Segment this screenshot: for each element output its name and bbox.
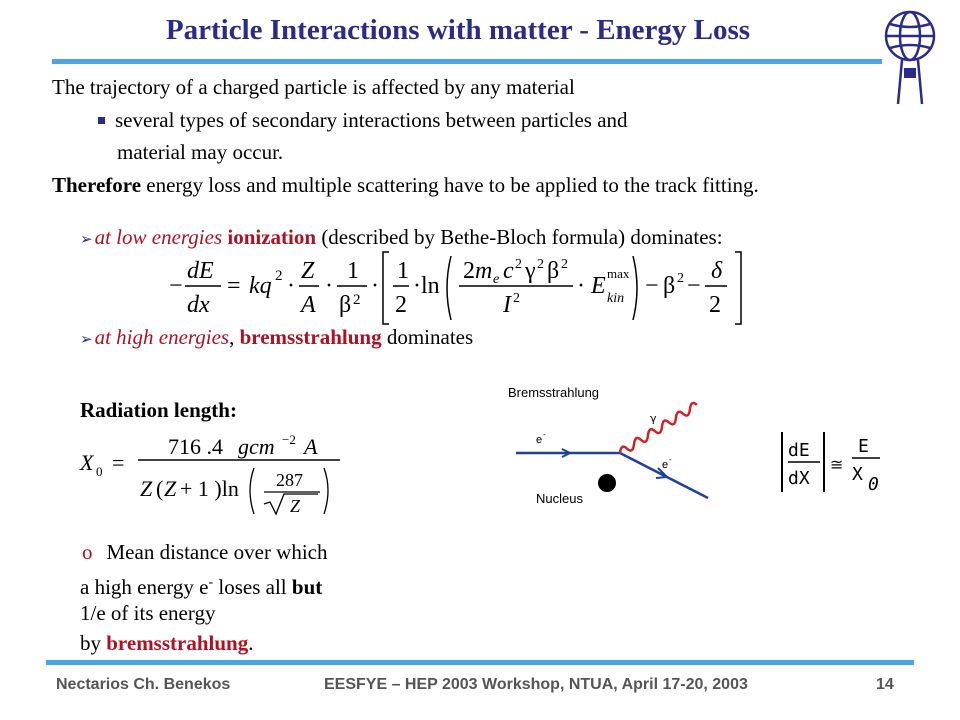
svg-text:(: ( [156,476,164,501]
svg-text:−: − [645,273,659,299]
approx-symbol: ≅ [830,455,844,474]
title-underline [52,59,882,64]
svg-text:dx: dx [187,292,210,318]
svg-text:c: c [503,258,514,284]
svg-text:2: 2 [709,292,721,318]
formula-rhs-subscript: 0 [868,474,879,495]
high-energy-comma: , [229,325,240,349]
radiation-length-formula [78,428,348,518]
svg-text:max: max [607,266,630,281]
mean-line2-a: a high energy e [80,575,209,599]
svg-text:A: A [301,292,316,318]
therefore-rest: energy loss and multiple scattering have to be applied to the track fitting. [141,173,759,197]
svg-text:−: − [169,273,183,299]
electron-in-sup: - [543,430,546,439]
svg-text:=: = [112,450,125,475]
svg-text:γ: γ [525,258,536,284]
bethe-bloch-formula [165,248,745,328]
formula-rhs-denominator: X [852,464,863,485]
svg-text:2: 2 [677,271,684,286]
mean-line2 [80,570,322,600]
high-energy-rest: dominates [381,325,474,349]
svg-text:·: · [371,273,379,299]
sub-bullet-line1: several types of secondary interactions between particles and [115,108,628,132]
svg-text:2: 2 [353,292,361,308]
therefore-line [52,172,759,198]
svg-text:kq: kq [249,273,272,299]
footer-event: EESFYE – HEP 2003 Workshop, NTUA, April 17-20, 2003 [324,676,748,693]
svg-text:·: · [325,273,333,299]
svg-text:−2: −2 [282,432,296,447]
arrow-bullet-icon: ➢ [80,230,93,248]
svg-text:Z: Z [290,496,301,516]
energy-loss-formula [772,430,902,500]
atlas-logo [880,6,940,106]
svg-text:I: I [503,292,511,318]
therefore-bold: Therefore [52,173,142,197]
formula-denominator: dX [788,468,810,489]
svg-text:A: A [304,434,318,459]
square-bullet-icon [98,117,105,124]
mean-line1 [82,539,328,565]
svg-text:·: · [287,273,295,299]
svg-text:m: m [475,258,493,284]
svg-text:Z: Z [301,258,315,284]
high-energy-italic: at high energies [94,325,230,349]
low-energy-rest: (described by Bethe-Bloch formula) dominates: [316,225,723,249]
svg-text:E: E [591,273,606,299]
slide-title: Particle Interactions with matter - Energy Loss [165,14,751,46]
mean-line4 [80,630,253,656]
electron-out-label: e [662,459,669,471]
svg-text:−: − [687,273,701,299]
diagram-title: Bremsstrahlung [508,385,600,400]
svg-text:kin: kin [607,291,625,306]
svg-text:0: 0 [96,464,103,479]
svg-text:716 .4: 716 .4 [168,434,223,459]
bremsstrahlung-bold: bremsstrahlung [239,325,382,349]
svg-text:+ 1 )ln: + 1 )ln [180,476,239,501]
mean-line4-bold: bremsstrahlung [106,631,249,655]
svg-text:1: 1 [347,258,359,284]
formula-rhs-numerator: E [858,436,869,457]
svg-text:2: 2 [515,257,522,272]
svg-text:2: 2 [561,257,568,272]
svg-text:2: 2 [395,292,407,318]
photon-wavy-line [612,402,704,454]
intro-line: The trajectory of a charged particle is affected by any material [52,75,575,99]
gamma-label: γ [650,412,657,425]
svg-text:=: = [227,273,241,299]
svg-text:β: β [547,258,560,284]
electron-in-label: e [536,434,543,446]
mean-line4-b: . [248,631,254,655]
svg-text:·: · [577,273,585,299]
svg-text:2: 2 [513,291,520,306]
low-energy-italic: at low energies [94,225,223,249]
footer-rule [46,660,914,665]
svg-text:287: 287 [276,470,303,490]
ionization-bold: ionization [227,225,317,249]
electron-out-sup: - [669,455,672,464]
nucleus-dot [598,474,616,492]
svg-text:δ: δ [711,258,723,284]
circle-bullet-icon: o [82,540,93,564]
sub-bullet-line2: material may occur. [117,140,284,164]
bremsstrahlung-diagram [500,380,730,515]
mean-line2-b: loses all [213,575,292,599]
svg-text:X: X [80,450,94,475]
mean-line1-text: Mean distance over which [106,540,328,564]
footer-page-number: 14 [876,676,894,693]
footer-author: Nectarios Ch. Benekos [56,676,231,693]
electron-charge-sup: - [208,575,214,590]
svg-text:dE: dE [187,258,214,284]
svg-text:Z: Z [164,476,177,501]
nucleus-label: Nucleus [536,491,583,506]
formula-numerator: dE [788,440,810,461]
svg-text:β: β [663,273,676,299]
mean-line4-a: by [80,631,107,655]
svg-text:Z: Z [140,476,153,501]
sub-bullet [98,107,628,133]
high-energy-line [80,324,473,352]
svg-text:gcm: gcm [238,434,275,459]
radiation-length-heading: Radiation length: [80,398,237,422]
svg-text:β: β [339,292,352,318]
svg-text:2: 2 [463,258,475,284]
svg-text:1: 1 [397,258,409,284]
mean-line2-bold: but [291,575,323,599]
arrow-bullet-icon: ➢ [80,330,93,348]
svg-text:2: 2 [537,257,544,272]
svg-text:e: e [493,272,500,287]
svg-text:2: 2 [275,268,283,284]
mean-line3: 1/e of its energy [80,601,216,625]
svg-text:·ln: ·ln [413,273,440,299]
